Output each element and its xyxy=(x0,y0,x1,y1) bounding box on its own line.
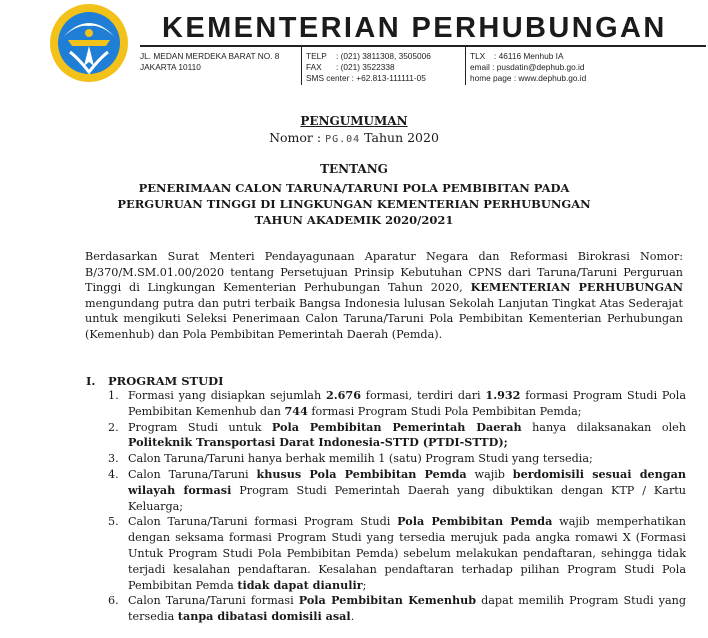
tlx-label: TLX xyxy=(470,51,486,61)
text-run: dapat memilih Program Studi yang tersedia xyxy=(128,594,686,624)
section-number: I. xyxy=(86,374,96,388)
item-text: Calon Taruna/Taruni hanya berhak memilih 1 (satu) Program Studi yang tersedia; xyxy=(128,452,593,466)
text-run: formasi, terdiri dari xyxy=(361,389,486,402)
list-item xyxy=(108,593,686,625)
announcement-title: PENGUMUMAN xyxy=(300,114,408,128)
contact-block xyxy=(470,51,586,84)
kemenhub-logo xyxy=(48,2,130,84)
list-item xyxy=(108,451,686,467)
text-run: Calon Taruna/Taruni formasi xyxy=(128,594,299,608)
item-number: 4. xyxy=(108,467,119,481)
text-run: . xyxy=(350,610,355,624)
bold-run: Pola Pembibitan Pemda xyxy=(397,514,553,529)
bold-run: berdomisili sesuai dengan wilayah formasi xyxy=(128,466,687,497)
nomor-label: Nomor : xyxy=(269,130,322,145)
item-text xyxy=(128,467,686,514)
item-text xyxy=(128,514,686,593)
bold-run: khusus Pola Pembibitan Pemda xyxy=(256,466,467,481)
fax-value: : (021) 3522338 xyxy=(336,62,395,72)
bold-run: Pola Pembibitan Pemerintah Daerah xyxy=(271,419,522,434)
item-number: 3. xyxy=(108,452,119,466)
list-item xyxy=(108,388,686,420)
telp-value: : (021) 3811308, 3505006 xyxy=(336,51,431,61)
list-item xyxy=(108,420,686,452)
item-number: 1. xyxy=(108,389,119,402)
text-run: formasi Program Studi Pola Pembibitan Kemenhub dan xyxy=(128,389,686,418)
bold-run: tidak dapat dianulir xyxy=(237,577,363,592)
telp-row xyxy=(306,51,431,62)
item-text xyxy=(128,420,686,452)
nomor-line xyxy=(0,130,708,145)
text-run: ; xyxy=(362,578,367,592)
text-run: Formasi yang disiapkan sejumlah xyxy=(128,389,326,402)
item-text xyxy=(128,593,686,625)
item-number: 6. xyxy=(108,594,119,608)
program-list xyxy=(108,388,686,625)
header-rule xyxy=(140,45,706,47)
intro-text-1: Berdasarkan Surat Menteri Pendayagunaan Aparatur Negara dan Reformasi Birokrasi Nomor: B/370/M.SM.01.00/2020 tentang Persetujuan Prinsip Kebutuhan CPNS dari Taruna/Taruni Perguruan Tinggi di Lingkungan Kementerian Perhubungan Tahun 2020, xyxy=(85,250,683,295)
subject-line-1: PENERIMAAN CALON TARUNA/TARUNI POLA PEMBIBITAN PADA xyxy=(138,181,570,195)
address-line-2: JAKARTA 10110 xyxy=(140,62,201,72)
nomor-year: Tahun 2020 xyxy=(364,130,439,145)
announcement-title-wrap xyxy=(0,114,708,128)
list-item xyxy=(108,467,686,514)
fax-label: FAX xyxy=(306,62,322,72)
phone-block xyxy=(306,51,431,84)
bold-run: 744 xyxy=(284,403,308,418)
subject-line-2: PERGURUAN TINGGI DI LINGKUNGAN KEMENTERIAN PERHUBUNGAN xyxy=(117,197,591,211)
text-run: formasi Program Studi Pola Pembibitan Pemda; xyxy=(307,404,582,418)
ministry-name: KEMENTERIAN PERHUBUNGAN xyxy=(162,12,667,44)
header-divider xyxy=(465,47,466,85)
logo-band xyxy=(68,40,110,46)
tlx-row xyxy=(470,51,586,62)
intro-paragraph xyxy=(85,249,683,343)
subject-line-3: TAHUN AKADEMIK 2020/2021 xyxy=(254,213,454,227)
bold-run: tanpa dibatasi domisili asal xyxy=(177,609,351,624)
intro-text-2: mengundang putra dan putri terbaik Bangsa Indonesia lulusan Sekolah Lanjutan Tingkat Atas Sederajat untuk mengikuti Seleksi Penerimaan Calon Taruna/Taruni Pola Pembibitan Kementerian Perhubungan (Kemenhub) dan Pola Pembibitan Pemerintah Daerah (Pemda). xyxy=(85,296,683,341)
bold-run: Pola Pembibitan Kemenhub xyxy=(298,593,477,608)
text-run: Program Studi untuk xyxy=(128,420,272,434)
section-heading xyxy=(86,374,224,388)
bold-run: 2.676 xyxy=(325,388,362,402)
email-line: email : pusdatin@dephub.go.id xyxy=(470,62,585,72)
homepage-line: home page : www.dephub.go.id xyxy=(470,73,587,83)
address-line-1: JL. MEDAN MERDEKA BARAT NO. 8 xyxy=(140,51,280,61)
header-divider xyxy=(301,47,302,85)
text-run: Calon Taruna/Taruni xyxy=(128,467,257,481)
address-block xyxy=(140,51,279,73)
telp-label: TELP xyxy=(306,51,327,61)
item-number: 2. xyxy=(108,420,119,434)
bold-run: 1.932 xyxy=(485,388,521,402)
item-number: 5. xyxy=(108,515,119,529)
section-title: PROGRAM STUDI xyxy=(108,374,224,388)
item-text xyxy=(128,388,686,420)
text-run: wajib xyxy=(466,467,513,481)
list-item xyxy=(108,514,686,593)
bold-run: Politeknik Transportasi Darat Indonesia-STTD (PTDI-STTD); xyxy=(128,435,508,450)
sms-line: SMS center : +62.813-111111-05 xyxy=(306,73,426,83)
intro-bold: KEMENTERIAN PERHUBUNGAN xyxy=(470,280,683,295)
fax-row xyxy=(306,62,431,73)
logo-star xyxy=(85,29,93,37)
tlx-value: : 46116 Menhub IA xyxy=(494,51,564,61)
nomor-value: PG.04 xyxy=(325,134,361,145)
tentang-heading: TENTANG xyxy=(320,162,388,176)
text-run: Calon Taruna/Taruni formasi Program Studi xyxy=(128,515,398,529)
text-run: wajib memperhatikan dengan seksama formasi Program Studi yang tersedia merujuk pada angka romawi X (Formasi Untuk Program Studi Pola Pembibitan Pemda) sebelum melakukan pendaftaran, sehingga tidak terjadi kesalahan pendaftaran. Kesalahan pendaftaran terhadap pilihan Program Studi Pola Pembibitan Pemda xyxy=(128,515,686,592)
text-run: hanya dilaksanakan oleh xyxy=(521,420,686,434)
text-run: Program Studi Pemerintah Daerah yang dibuktikan dengan KTP / Kartu Keluarga; xyxy=(128,483,686,513)
